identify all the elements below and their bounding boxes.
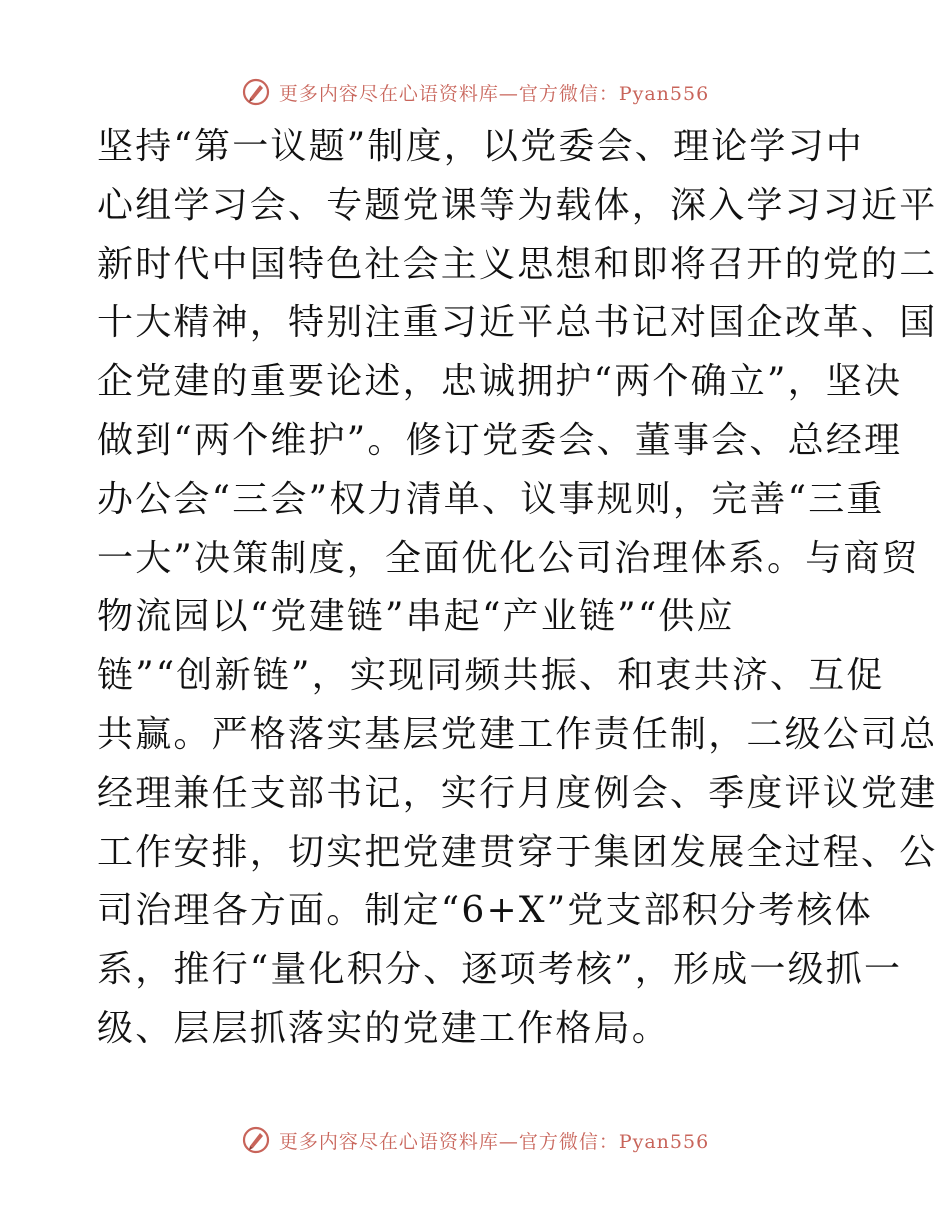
text-line: 坚持“第一议题”制度，以党委会、理论学习中 [97, 126, 865, 167]
text-line: 做到“两个维护”。修订党委会、董事会、总经理 [97, 419, 903, 461]
text-line: 企党建的重要论述，忠诚拥护“两个确立”，坚决 [97, 361, 903, 403]
text-line: 办公会“三会”权力清单、议事规则，完善“三重 [97, 478, 885, 520]
text-line: 新时代中国特色社会主义思想和即将召开的党的二 [97, 243, 938, 285]
header-banner [0, 72, 950, 112]
pen-logo-icon [241, 77, 271, 107]
text-line: 心组学习会、专题党课等为载体，深入学习习近平 [97, 184, 938, 226]
pen-logo-icon [241, 1125, 271, 1155]
text-line: 经理兼任支部书记，实行月度例会、季度评议党建 [97, 772, 938, 814]
text-line: 级、层层抓落实的党建工作格局。 [97, 1007, 671, 1049]
text-line: 一大”决策制度，全面优化公司治理体系。与商贸 [97, 537, 920, 579]
text-line: 十大精神，特别注重习近平总书记对国企改革、国 [97, 302, 938, 344]
header-banner-text: 更多内容尽在心语资料库—官方微信：Pyan556 [278, 82, 710, 105]
text-line: 物流园以“党建链”串起“产业链”“供应 [97, 596, 735, 638]
text-line: 司治理各方面。制定“6+X”党支部积分考核体 [97, 890, 873, 932]
text-line: 系，推行“量化积分、逐项考核”，形成一级抓一 [97, 949, 903, 991]
footer-banner [0, 1120, 950, 1160]
footer-banner-text: 更多内容尽在心语资料库—官方微信：Pyan556 [278, 1130, 710, 1153]
text-line: 链”“创新链”，实现同频共振、和衷共济、互促 [97, 655, 885, 697]
article-body [97, 118, 938, 1059]
text-line: 共赢。严格落实基层党建工作责任制，二级公司总 [97, 713, 938, 755]
text-line: 工作安排，切实把党建贯穿于集团发展全过程、公 [97, 831, 938, 873]
